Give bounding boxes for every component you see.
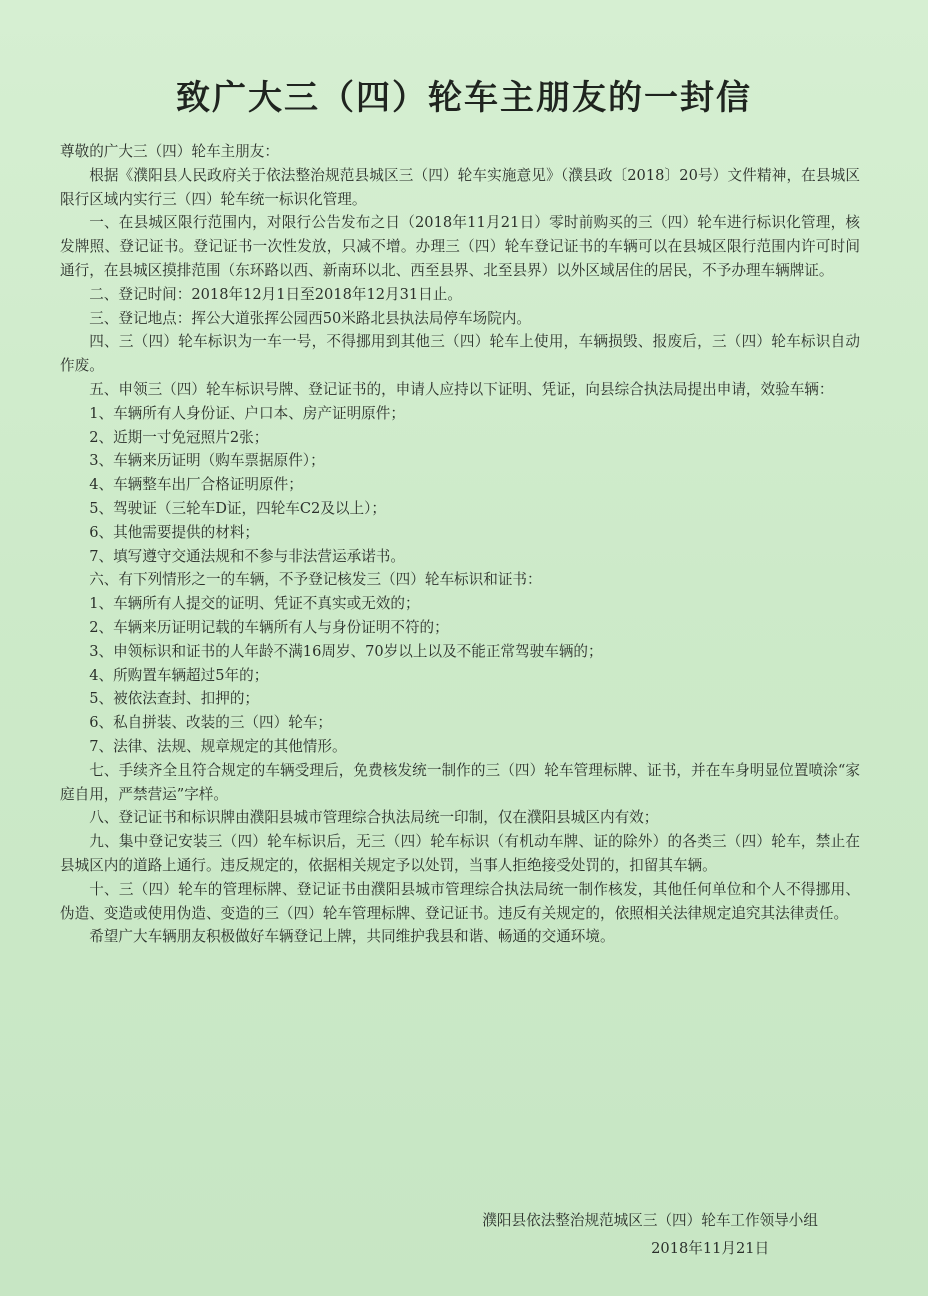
list-item: 3、车辆来历证明（购车票据原件）； xyxy=(89,452,325,470)
list-item: 1、车辆所有人提交的证明、凭证不真实或无效的； xyxy=(89,595,420,613)
list-item: 4、所购置车辆超过5年的； xyxy=(89,666,269,684)
list-item: 3、申领标识和证书的人年龄不满16周岁、70岁以上以及不能正常驾驶车辆的； xyxy=(89,642,603,660)
paragraph-3: 三、登记地点：挥公大道张挥公园西50米路北县执法局停车场院内。 xyxy=(89,309,531,327)
signature-org: 濮阳县依法整治规范城区三（四）轮车工作领导小组 xyxy=(482,1212,818,1229)
page-title: 致广大三（四）轮车主朋友的一封信 xyxy=(176,78,752,118)
list-item: 5、被依法查封、扣押的； xyxy=(89,690,260,708)
list-item: 6、其他需要提供的材料； xyxy=(89,523,260,541)
list-item: 2、近期一寸免冠照片2张； xyxy=(89,428,269,446)
list-item: 6、私自拼装、改装的三（四）轮车； xyxy=(89,714,332,732)
list-item: 1、车辆所有人身份证、户口本、房产证明原件； xyxy=(89,404,405,422)
letter-body xyxy=(60,140,860,949)
paragraph-7: 七、手续齐全且符合规定的车辆受理后，免费核发统一制作的三（四）轮车管理标牌、证书，并在车身明显位置喷涂“家庭自用，严禁营运”字样。 xyxy=(60,761,860,803)
list-item: 2、车辆来历证明记载的车辆所有人与身份证明不符的； xyxy=(89,618,449,636)
signature-block xyxy=(482,1207,818,1263)
list-item: 4、车辆整车出厂合格证明原件； xyxy=(89,476,303,494)
paragraph-4: 四、三（四）轮车标识为一车一号，不得挪用到其他三（四）轮车上使用，车辆损毁、报废后，三（四）轮车标识自动作废。 xyxy=(60,333,860,375)
paragraph-9: 九、集中登记安装三（四）轮车标识后，无三（四）轮车标识（有机动车牌、证的除外）的各类三（四）轮车，禁止在县城区内的道路上通行。违反规定的，依据相关规定予以处罚，当事人拒绝接受处罚的，扣留其车辆。 xyxy=(60,833,860,874)
paragraph-intro: 根据《濮阳县人民政府关于依法整治规范县城区三（四）轮车实施意见》（濮县政〔2018〕20号）文件精神，在县城区限行区域内实行三（四）轮车统一标识化管理。 xyxy=(60,166,860,208)
paragraph-1: 一、在县城区限行范围内，对限行公告发布之日（2018年11月21日）零时前购买的三（四）轮车进行标识化管理，核发牌照、登记证书。登记证书一次性发放，只减不增。办理三（四）轮车登记证书的车辆可以在县城区限行范围内许可时间通行，在县城区摸排范围（东环路以西、新南环以北、西至县界、北至县界）以外区域居住的居民，不予办理车辆牌证。 xyxy=(60,214,860,279)
list-item: 5、驾驶证（三轮车D证，四轮车C2及以上）； xyxy=(89,499,387,517)
paragraph-5: 五、申领三（四）轮车标识号牌、登记证书的，申请人应持以下证明、凭证，向县综合执法局提出申请，效验车辆： xyxy=(89,380,834,398)
list-item: 7、法律、法规、规章规定的其他情形。 xyxy=(89,737,347,755)
paragraph-2: 二、登记时间：2018年12月1日至2018年12月31日止。 xyxy=(89,285,462,303)
paragraph-6: 六、有下列情形之一的车辆，不予登记核发三（四）轮车标识和证书： xyxy=(89,571,542,589)
signature-date: 2018年11月21日 xyxy=(651,1240,770,1257)
list-item: 7、填写遵守交通法规和不参与非法营运承诺书。 xyxy=(89,547,405,565)
paragraph-8: 八、登记证书和标识牌由濮阳县城市管理综合执法局统一印制，仅在濮阳县城区内有效； xyxy=(89,809,659,827)
salutation: 尊敬的广大三（四）轮车主朋友： xyxy=(60,143,279,160)
paragraph-10: 十、三（四）轮车的管理标牌、登记证书由濮阳县城市管理综合执法局统一制作核发，其他任何单位和个人不得挪用、伪造、变造或使用伪造、变造的三（四）轮车管理标牌、登记证书。违反有关规定的，依照相关法律规定追究其法律责任。 xyxy=(60,880,860,922)
closing-paragraph: 希望广大车辆朋友积极做好车辆登记上牌，共同维护我县和谐、畅通的交通环境。 xyxy=(89,928,615,946)
